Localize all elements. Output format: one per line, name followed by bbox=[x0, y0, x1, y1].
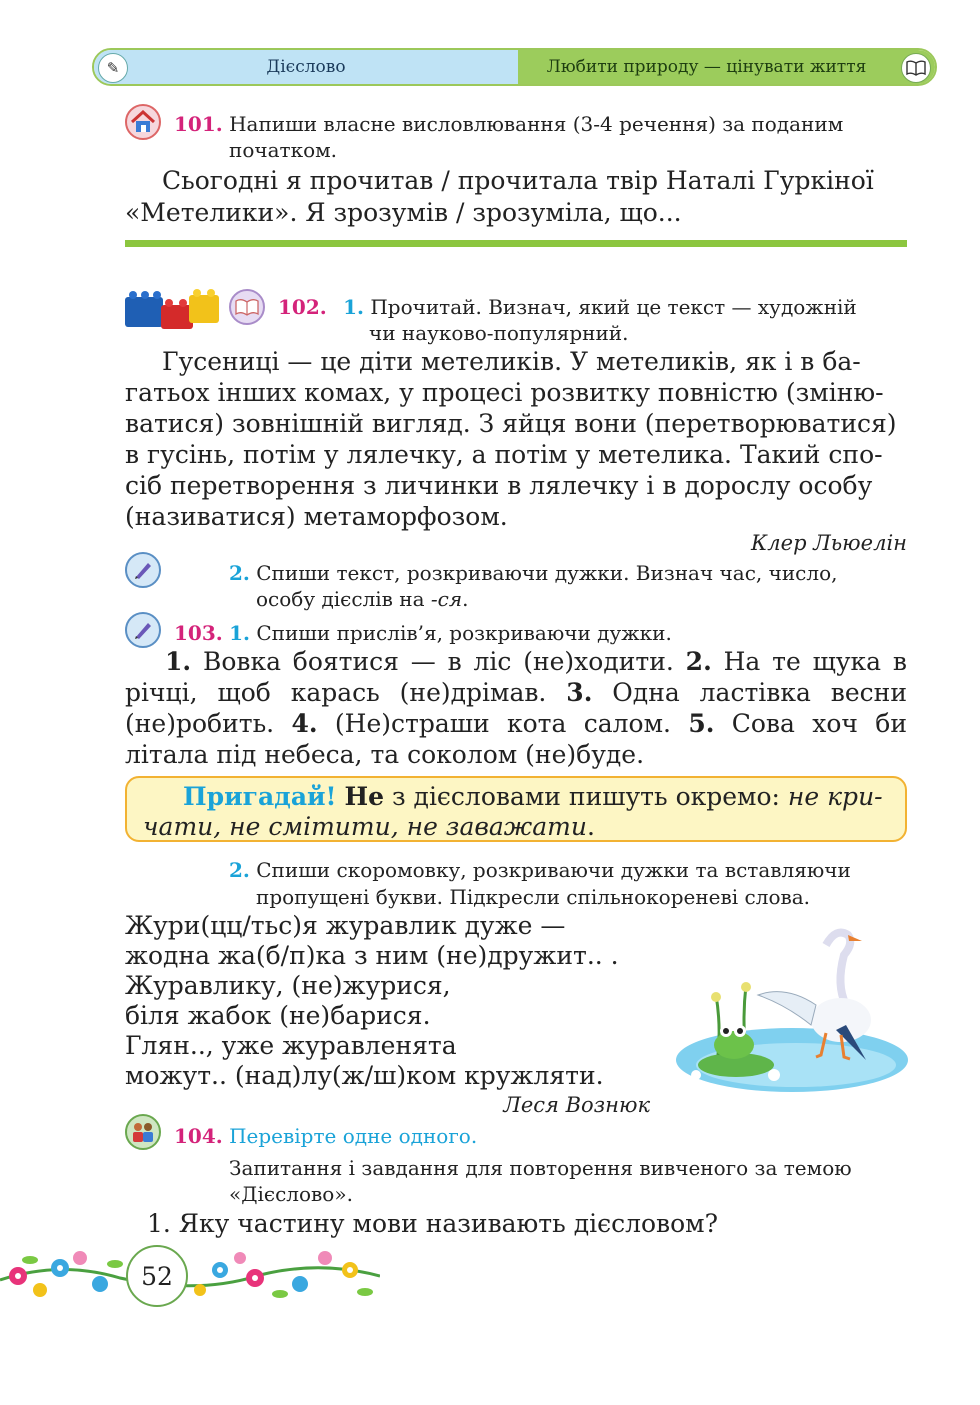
exercise-103-task2-line1: Спиши скоромовку, розкриваючи дужки та вставляючи bbox=[256, 858, 851, 882]
exercise-103-number: 103. bbox=[174, 621, 223, 645]
page-number: 52 bbox=[126, 1245, 188, 1307]
section-divider bbox=[125, 240, 907, 247]
exercise-103-proverbs bbox=[125, 646, 907, 770]
lego-blocks-icon bbox=[125, 285, 220, 330]
exercise-102-task-2 bbox=[229, 560, 909, 586]
home-icon bbox=[125, 104, 161, 140]
header-left-title: Дієслово bbox=[266, 57, 346, 77]
exercise-101-text-line2: «Метелики». Я зрозумів / зрозуміла, що... bbox=[125, 198, 682, 227]
exercise-101-task-line1: Напиши власне висловлювання (3-4 речення) за поданим bbox=[229, 112, 844, 136]
header-section-right bbox=[518, 50, 935, 84]
poem-line: Журавлику, (не)журися, bbox=[125, 971, 451, 1000]
exercise-102-task2-line1: Спиши текст, розкриваючи дужки. Визнач час, число, bbox=[256, 561, 838, 585]
proverb-number: 1. bbox=[165, 647, 192, 676]
writing-hand-icon bbox=[125, 612, 161, 648]
exercise-102-sub2: 2. bbox=[229, 561, 250, 585]
open-book-icon bbox=[229, 289, 265, 325]
reminder-box bbox=[125, 776, 907, 842]
pen-icon: ✎ bbox=[98, 53, 128, 83]
crane-and-frog-illustration bbox=[676, 925, 908, 1093]
exercise-103-task-2 bbox=[229, 857, 909, 883]
reminder-text: з дієсловами пишуть окремо: bbox=[384, 782, 788, 811]
reminder-label: Пригадай! bbox=[183, 782, 337, 811]
exercise-103-sub1: 1. bbox=[229, 621, 250, 645]
exercise-101-task-line2: початком. bbox=[229, 138, 338, 162]
exercise-103-task1: Спиши прислів’я, розкриваючи дужки. bbox=[256, 621, 672, 645]
exercise-103-sub2: 2. bbox=[229, 858, 250, 882]
proverb-text: Вовка боятися — в ліс (не)ходити. bbox=[191, 647, 686, 676]
text-line: (називатися) метаморфозом. bbox=[125, 502, 508, 531]
poem-line: біля жабок (не)барися. bbox=[125, 1001, 431, 1030]
proverb-number: 2. bbox=[685, 647, 712, 676]
header-right-title: Любити природу — цінувати життя bbox=[546, 57, 867, 77]
text-line: Гусениці — це діти метеликів. У метеликів, як і в ба- bbox=[162, 347, 861, 376]
exercise-102-number: 102. bbox=[278, 295, 327, 319]
proverb-number: 3. bbox=[566, 678, 593, 707]
reminder-examples-1: не кри- bbox=[787, 782, 883, 811]
pair-work-icon bbox=[125, 1114, 161, 1150]
task2-line2-text: особу дієслів на bbox=[256, 587, 431, 611]
poem-author: Леся Вознюк bbox=[503, 1093, 650, 1117]
exercise-103-task2-line2: пропущені букви. Підкресли спільнокореневі слова. bbox=[256, 885, 811, 909]
exercise-102-author: Клер Льюелін bbox=[751, 531, 907, 555]
exercise-102-task1-line1: Прочитай. Визнач, який це текст — художній bbox=[370, 295, 857, 319]
tongue-twister-poem bbox=[125, 911, 685, 1091]
proverb-text: Одна ластівка весни (не)робить. bbox=[125, 678, 907, 738]
text-line: в гусінь, потім у лялечку, а потім у метелика. Такий спо- bbox=[125, 440, 883, 469]
task2-suffix: -ся bbox=[430, 587, 463, 611]
exercise-102-sub1: 1. bbox=[343, 295, 364, 319]
exercise-102-task1-line2: чи науково-популярний. bbox=[369, 321, 629, 345]
exercise-104-intro-line1: Запитання і завдання для повторення вивченого за темою bbox=[229, 1156, 852, 1180]
task2-period: . bbox=[462, 587, 469, 611]
exercise-102-task-1 bbox=[278, 294, 908, 320]
exercise-104-intro-line2: «Дієслово». bbox=[229, 1182, 353, 1206]
page-header bbox=[92, 48, 937, 86]
exercise-102-task2-line2 bbox=[256, 586, 468, 612]
poem-line: Глян.., уже журавленята bbox=[125, 1031, 457, 1060]
exercise-104-task-text: Перевірте одне одного. bbox=[229, 1124, 478, 1148]
text-line: сіб перетворення з личинки в лялечку і в дорослу особу bbox=[125, 471, 873, 500]
exercise-101-task bbox=[174, 111, 909, 137]
poem-line: можут.. (над)лу(ж/ш)ком кружляти. bbox=[125, 1061, 604, 1090]
poem-line: жодна жа(б/п)ка з ним (не)дружит.. . bbox=[125, 941, 619, 970]
poem-line: Жури(цц/тьс)я журавлик дуже — bbox=[125, 911, 566, 940]
reminder-bold: Не bbox=[344, 782, 385, 811]
exercise-104-question1: 1. Яку частину мови називають дієсловом? bbox=[147, 1209, 718, 1238]
proverb-number: 4. bbox=[291, 709, 318, 738]
proverb-text: Сова хоч би літала під небеса, та соколом (не)буде. bbox=[125, 709, 907, 769]
exercise-104-task bbox=[174, 1123, 909, 1149]
reminder-end: . bbox=[586, 812, 595, 841]
proverb-text: (Не)страши кота салом. bbox=[317, 709, 689, 738]
text-line: ватися) зовнішній вигляд. З яйця вони (перетворюватися) bbox=[125, 409, 897, 438]
flower-border-decoration bbox=[0, 1240, 380, 1310]
exercise-102-text bbox=[125, 346, 907, 532]
proverb-text: На те щука в річці, щоб карась (не)дрімав. bbox=[125, 647, 907, 707]
exercise-101-text-line1: Сьогодні я прочитав / прочитала твір Наталі Гуркіної bbox=[162, 166, 874, 195]
book-icon bbox=[901, 53, 931, 83]
text-line: гатьох інших комах, у процесі розвитку повністю (зміню- bbox=[125, 378, 884, 407]
exercise-104-number: 104. bbox=[174, 1124, 223, 1148]
exercise-103-task-1 bbox=[174, 620, 909, 646]
reminder-examples-2: чати, не смітити, не заважати bbox=[143, 812, 587, 841]
header-section-left bbox=[94, 50, 518, 84]
writing-hand-icon bbox=[125, 552, 161, 588]
exercise-101-number: 101. bbox=[174, 112, 223, 136]
proverb-number: 5. bbox=[688, 709, 715, 738]
